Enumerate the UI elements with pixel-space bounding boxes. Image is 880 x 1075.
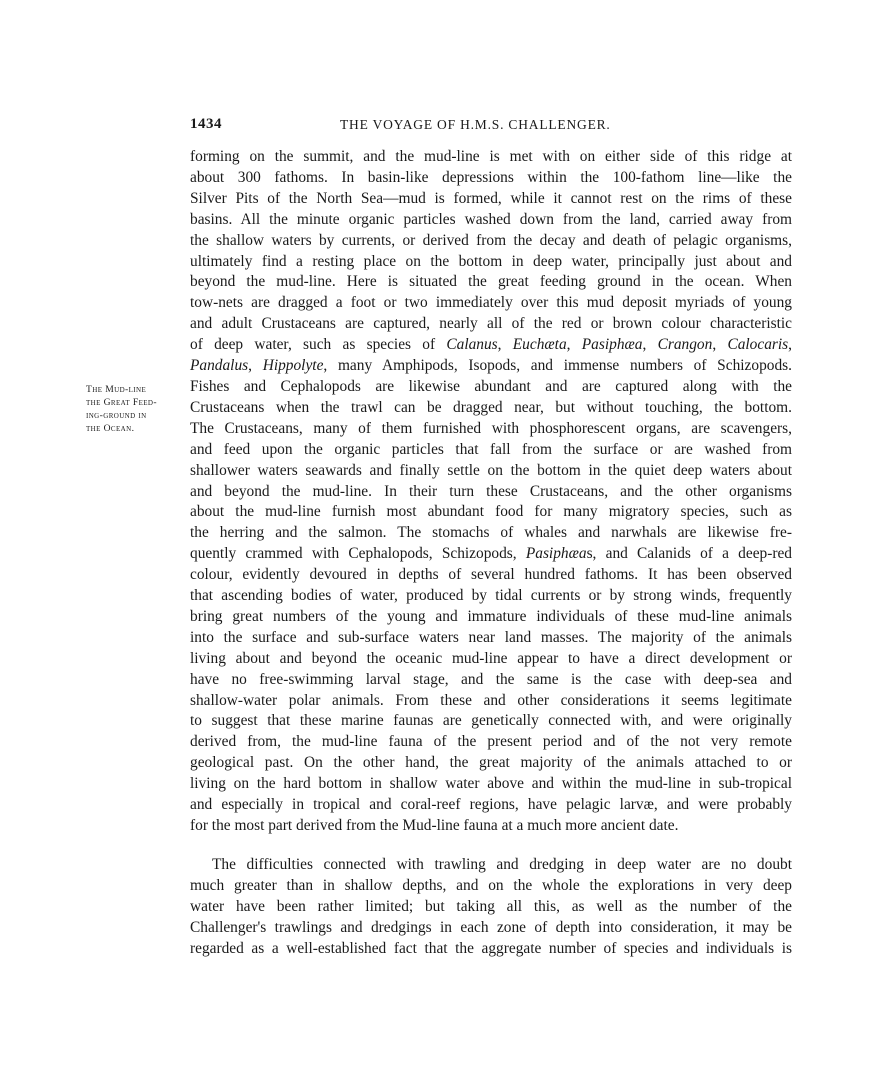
text-line: and especially in tropical and coral-reef regions, have pelagic larvæ, and were probably	[190, 796, 792, 814]
italic-term: Pandalus	[190, 357, 249, 375]
text-line: colour, evidently devoured in depths of several hundred fathoms. It has been observed	[190, 566, 792, 584]
text-line: much greater than in shallow depths, and on the whole the explorations in very deep	[190, 876, 792, 894]
text-line: living about and beyond the oceanic mud-line appear to have a direct development or	[190, 649, 792, 667]
margin-note	[86, 383, 182, 435]
italic-term: Euchæta	[512, 336, 567, 354]
margin-note-line: ing-ground in	[86, 410, 147, 421]
italic-term: Pasiphæa	[581, 336, 643, 354]
text-line: water have been rather limited; but taking all this, as well as the number of the	[190, 897, 792, 915]
text-line: basins. All the minute organic particles washed down from the land, carried away from	[190, 210, 792, 228]
text-line: bring great numbers of the young and immature individuals of these mud-line animals	[190, 607, 792, 625]
text-line: to suggest that these marine faunas are genetically connected with, and were originally	[190, 712, 792, 730]
text-line: the herring and the salmon. The stomachs of whales and narwhals are likewise fre-	[190, 524, 792, 542]
text-line: shallower waters seawards and finally settle on the bottom in the quiet deep waters about	[190, 461, 792, 479]
text-line: for the most part derived from the Mud-line fauna at a much more ancient date.	[190, 817, 679, 834]
text-line: derived from, the mud-line fauna of the present period and of the not very remote	[190, 733, 792, 751]
text-line: quently crammed with Cephalopods, Schizopods, Pasiphæas, and Calanids of a deep-red	[190, 545, 792, 563]
text-line: Silver Pits of the North Sea—mud is formed, while it cannot rest on the rims of these	[190, 189, 792, 207]
text-line: have no free-swimming larval stage, and the same is the case with deep-sea and	[190, 670, 792, 688]
running-header	[190, 116, 790, 138]
margin-note-line: the Ocean.	[86, 423, 135, 434]
text-line: Challenger's trawlings and dredgings in each zone of depth into consideration, it may be	[190, 918, 792, 936]
text-line: and beyond the mud-line. In their turn these Crustaceans, and the other organisms	[190, 482, 792, 500]
text-line: into the surface and sub-surface waters near land masses. The majority of the animals	[190, 628, 792, 646]
text-line: The difficulties connected with trawling and dredging in deep water are no doubt	[212, 856, 792, 873]
italic-term: Crangon	[657, 336, 713, 354]
text-line: and adult Crustaceans are captured, nearly all of the red or brown colour characteristic	[190, 315, 792, 333]
text-line: shallow-water polar animals. From these and other considerations it seems legitimate	[190, 691, 792, 709]
text-line: about 300 fathoms. In basin-like depressions within the 100-fathom line—like the	[190, 168, 792, 186]
running-title: THE VOYAGE OF H.M.S. CHALLENGER.	[340, 117, 611, 132]
body-paragraph	[190, 147, 792, 837]
text-line: that ascending bodies of water, produced by tidal currents or by strong winds, frequently	[190, 587, 792, 605]
text-line: Crustaceans when the trawl can be dragged near, but without touching, the bottom.	[190, 398, 792, 416]
text-line: beyond the mud-line. Here is situated the great feeding ground in the ocean. When	[190, 273, 792, 291]
text-line: and feed upon the organic particles that fall from the surface or are washed from	[190, 440, 792, 458]
text-line: Pandalus, Hippolyte, many Amphipods, Isopods, and immense numbers of Schizopods.	[190, 357, 792, 375]
text-line: living on the hard bottom in shallow water above and within the mud-line in sub-tropical	[190, 775, 792, 793]
text-line: ultimately find a resting place on the bottom in deep water, principally just about and	[190, 252, 792, 270]
italic-term: Pasiphæa	[525, 545, 587, 563]
italic-term: Calanus	[446, 336, 498, 354]
page-number: 1434	[190, 116, 222, 132]
text-line: Fishes and Cephalopods are likewise abundant and are captured along with the	[190, 377, 792, 395]
margin-note-line: The Mud-line	[86, 384, 147, 395]
italic-term: Hippolyte	[262, 357, 324, 375]
text-line: forming on the summit, and the mud-line is met with on either side of this ridge at	[190, 148, 792, 165]
text-line: of deep water, such as species of Calanus, Euchæta, Pasiphæa, Crangon, Calocaris,	[190, 336, 793, 354]
text-line: about the mud-line furnish most abundant food for many migratory species, such as	[190, 503, 792, 521]
italic-term: Calocaris	[727, 336, 789, 354]
text-line: The Crustaceans, many of them furnished with phosphorescent organs, are scavengers,	[190, 419, 792, 437]
text-line: tow-nets are dragged a foot or two immediately over this mud deposit myriads of young	[190, 294, 792, 312]
body-paragraph	[190, 855, 792, 960]
text-line: the shallow waters by currents, or derived from the decay and death of pelagic organisms,	[190, 231, 792, 249]
margin-note-line: the Great Feed-	[86, 397, 157, 408]
text-line: regarded as a well-established fact that the aggregate number of species and individuals is	[190, 939, 792, 957]
text-line: geological past. On the other hand, the great majority of the animals attached to or	[190, 754, 792, 772]
